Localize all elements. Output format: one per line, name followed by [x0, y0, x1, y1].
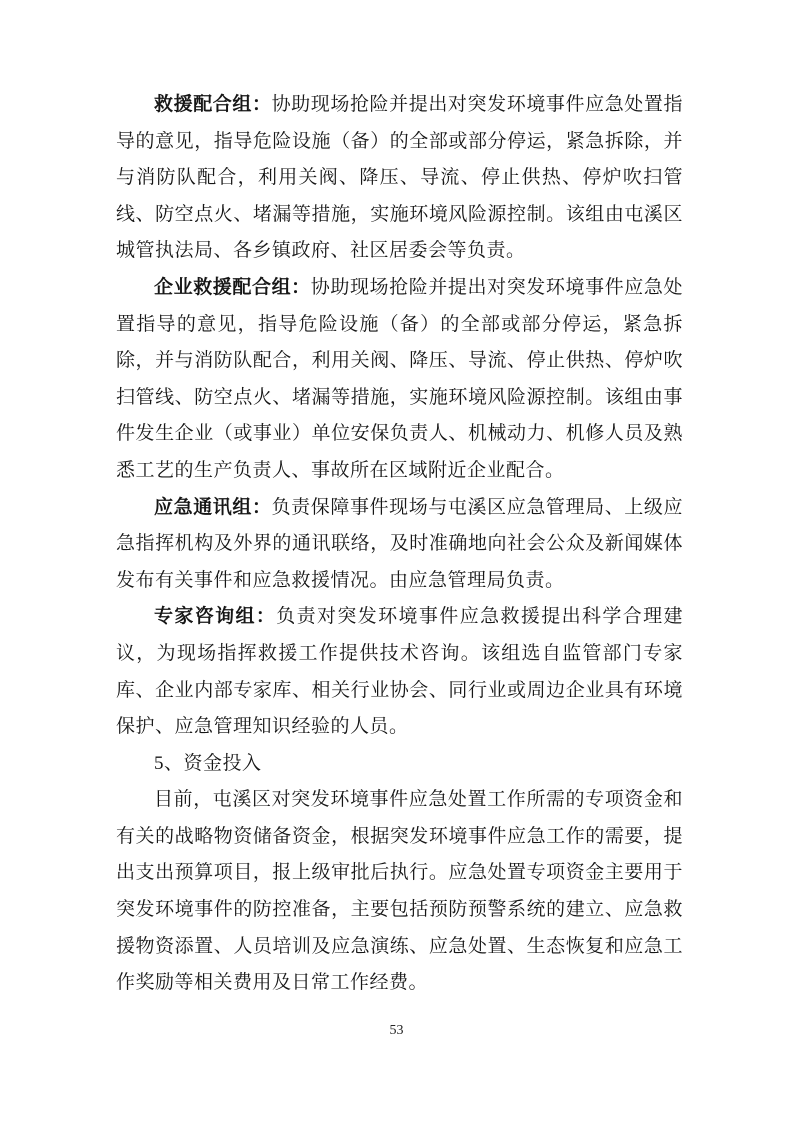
paragraph-lead: 应急通讯组： — [154, 496, 272, 518]
paragraph-lead: 专家咨询组： — [154, 606, 277, 628]
text-column — [116, 87, 683, 1002]
paragraph-body: 协助现场抢险并提出对突发环境事件应急处置指导的意见，指导危险设施（备）的全部或部分停运，紧急拆除，并与消防队配合，利用关阀、降压、导流、停止供热、停炉吹扫管线、防空点火、堵漏等措施，实施环境风险源控制。该组由屯溪区城管执法局、各乡镇政府、社区居委会等负责。 — [116, 94, 683, 262]
paragraph-lead: 企业救援配合组： — [154, 276, 311, 298]
paragraph-enterprise-rescue-group — [116, 270, 683, 490]
section-heading-funding: 5、资金投入 — [154, 752, 262, 774]
paragraph-rescue-coordination-group — [116, 87, 683, 270]
page-number: 53 — [389, 1023, 404, 1038]
paragraph-body: 负责对突发环境事件应急救援提出科学合理建议，为现场指挥救援工作提供技术咨询。该组选自监管部门专家库、企业内部专家库、相关行业协会、同行业或周边企业具有环境保护、应急管理知识经验的人员。 — [116, 606, 683, 738]
paragraph-body: 负责保障事件现场与屯溪区应急管理局、上级应急指挥机构及外界的通讯联络，及时准确地向社会公众及新闻媒体发布有关事件和应急救援情况。由应急管理局负责。 — [116, 496, 683, 591]
paragraph-emergency-communication-group — [116, 490, 683, 600]
paragraph-lead: 救援配合组： — [154, 94, 272, 115]
paragraph-expert-consultation-group — [116, 599, 683, 745]
paragraph-body: 协助现场抢险并提出对突发环境事件应急处置指导的意见，指导危险设施（备）的全部或部分停运，紧急拆除，并与消防队配合，利用关阀、降压、导流、停止供热、停炉吹扫管线、防空点火、堵漏等措施，实施环境风险源控制。该组由事件发生企业（或事业）单位安保负责人、机械动力、机修人员及熟悉工艺的生产负责人、事故所在区域附近企业配合。 — [116, 276, 683, 481]
paragraph-funding-details: 目前，屯溪区对突发环境事件应急处置工作所需的专项资金和有关的战略物资储备资金，根据突发环境事件应急工作的需要，提出支出预算项目，报上级审批后执行。应急处置专项资金主要用于突发环境事件的防控准备，主要包括预防预警系统的建立、应急救援物资添置、人员培训及应急演练、应急处置、生态恢复和应急工作奖励等相关费用及日常工作经费。 — [116, 789, 683, 994]
